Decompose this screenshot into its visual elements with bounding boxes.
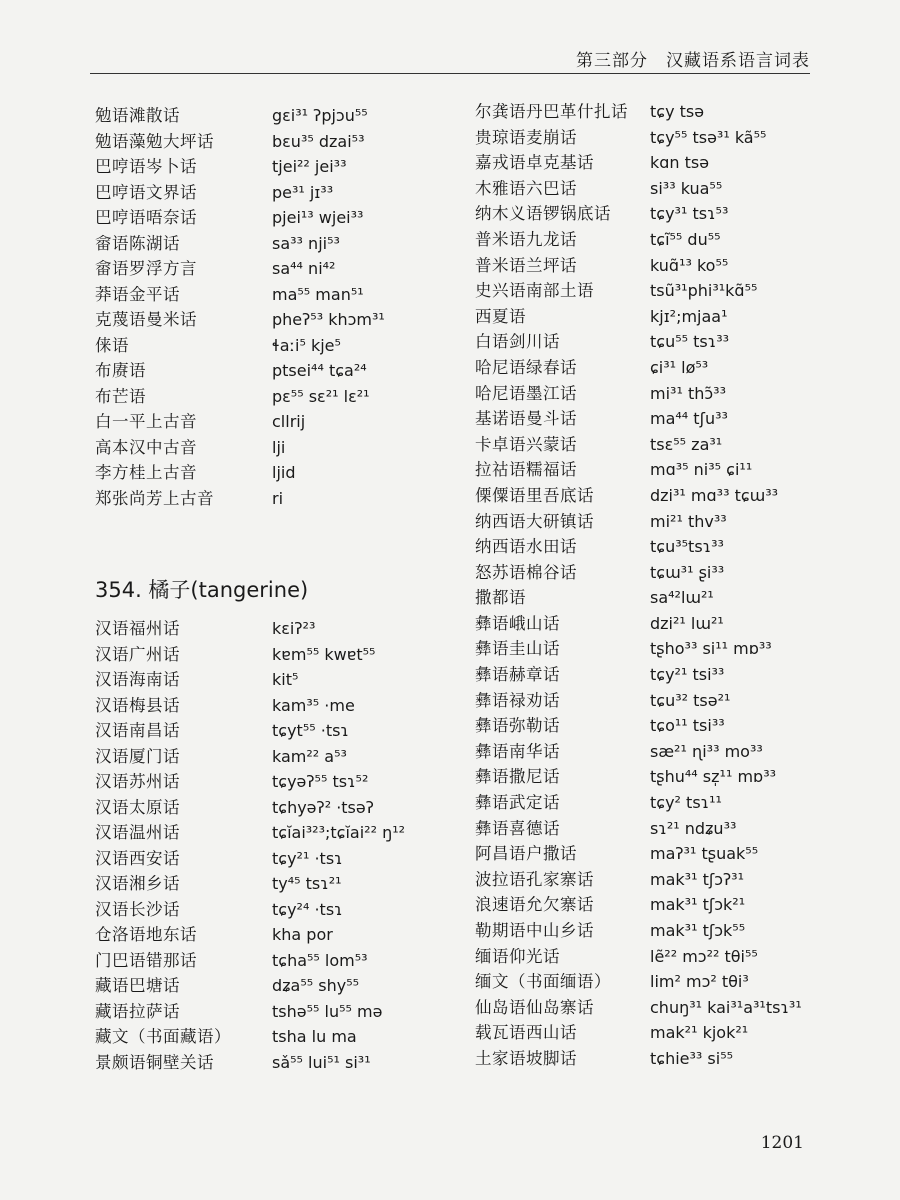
word-form: dzi²¹ lɯ²¹ (650, 613, 724, 633)
entry-row (95, 948, 465, 974)
word-form: kjɪ²;mjaa¹ (650, 306, 728, 326)
entry-row (95, 718, 465, 744)
language-name: 莽语金平话 (95, 284, 180, 304)
language-name: 西夏语 (475, 306, 526, 326)
header-rule (90, 73, 810, 74)
language-name: 浪速语允欠寨话 (475, 895, 594, 915)
language-name: 汉语广州话 (95, 644, 180, 664)
word-form: tʂho³³ si¹¹ mɒ³³ (650, 639, 772, 659)
language-name: 郑张尚芳上古音 (95, 488, 214, 508)
language-name: 汉语苏州话 (95, 772, 180, 791)
language-name: 巴哼语唔奈话 (95, 208, 197, 227)
language-name: 白语剑川话 (475, 332, 560, 352)
word-form: mi³¹ thɔ̃³³ (650, 383, 726, 403)
word-form: ɬaːi⁵ kje⁵ (272, 335, 341, 355)
language-name: 藏语拉萨话 (95, 1001, 180, 1021)
word-form: tɕy³¹ tsɿ⁵³ (650, 204, 729, 224)
entry-row (475, 944, 855, 970)
word-form: sæ²¹ ɳi³³ mo³³ (650, 741, 763, 761)
word-form: tɕo¹¹ tsi³³ (650, 716, 725, 736)
word-form: ljid (272, 463, 296, 482)
entry-row (475, 662, 855, 688)
language-name: 缅文（书面缅语） (475, 972, 611, 992)
entry-row (95, 999, 465, 1025)
page-number: 1201 (760, 1133, 804, 1153)
entry-row (475, 457, 855, 483)
language-name: 景颇语铜壁关话 (95, 1052, 214, 1072)
entry-row (475, 841, 855, 867)
word-form: tɕhie³³ si⁵⁵ (650, 1048, 734, 1068)
word-form: ty⁴⁵ tsɿ²¹ (272, 874, 342, 893)
entry-row (95, 333, 465, 359)
word-form: tɕyt⁵⁵ ·tsɿ (272, 721, 349, 740)
language-name: 木雅语六巴话 (475, 178, 577, 198)
word-form: sa³³ nji⁵³ (272, 233, 340, 253)
entry-row (95, 460, 465, 486)
entry-row (95, 1024, 465, 1050)
entry-row (475, 253, 855, 279)
word-form: kam³⁵ ·me (272, 695, 355, 715)
word-form: pɛ⁵⁵ sɛ²¹ lɛ²¹ (272, 386, 370, 406)
entry-row (475, 509, 855, 535)
word-form: tʂhu⁴⁴ sz̩¹¹ mɒ³³ (650, 767, 777, 787)
entry-row (475, 278, 855, 304)
word-form: tɕyəʔ⁵⁵ tsɿ⁵² (272, 772, 369, 791)
entry-row (95, 409, 465, 435)
word-form: tɕy²¹ ·tsɿ (272, 848, 343, 868)
section-heading: 354. 橘子(tangerine) (95, 578, 309, 602)
language-name: 白一平上古音 (95, 412, 197, 431)
entry-row (95, 307, 465, 333)
entry-row (95, 435, 465, 461)
language-name: 怒苏语棉谷话 (475, 562, 577, 582)
entry-row (475, 867, 855, 893)
entry-row (95, 897, 465, 923)
entry-row (95, 642, 465, 668)
language-name: 汉语梅县话 (95, 695, 180, 715)
language-name: 缅语仰光话 (475, 946, 560, 966)
entry-row (475, 176, 855, 202)
word-form: mɑ³⁵ ni³⁵ ɕi¹¹ (650, 460, 753, 480)
language-name: 李方桂上古音 (95, 463, 197, 482)
entry-row (475, 329, 855, 355)
word-form: pheʔ⁵³ khɔm³¹ (272, 310, 385, 329)
language-name: 拉祜语糯福话 (475, 460, 577, 480)
language-name: 彝语赫章话 (475, 665, 560, 685)
entry-row (475, 560, 855, 586)
language-name: 彝语弥勒话 (475, 716, 560, 736)
entry-row (95, 358, 465, 384)
language-name: 汉语厦门话 (95, 746, 180, 766)
language-name: 畲语罗浮方言 (95, 259, 197, 278)
entry-row (95, 616, 465, 642)
language-name: 俫语 (95, 335, 129, 355)
language-name: 傈僳语里吾底话 (475, 485, 594, 505)
word-form: tɕy²¹ tsi³³ (650, 665, 725, 685)
entry-row (475, 483, 855, 509)
word-form: kha por (272, 925, 333, 944)
word-form: pjei¹³ wjei³³ (272, 208, 364, 227)
entry-row (475, 790, 855, 816)
language-name: 贵琼语麦崩话 (475, 127, 577, 147)
entry-row (475, 611, 855, 637)
word-form: lẽ²² mɔ²² tθi⁵⁵ (650, 946, 758, 966)
entry-row (475, 739, 855, 765)
entry-row (475, 355, 855, 381)
language-name: 哈尼语墨江话 (475, 383, 577, 403)
language-name: 藏文（书面藏语） (95, 1027, 231, 1046)
language-name: 布芒语 (95, 386, 146, 406)
entry-row (475, 969, 855, 995)
entry-row (95, 693, 465, 719)
language-name: 汉语西安话 (95, 848, 180, 868)
word-form: si³³ kua⁵⁵ (650, 178, 723, 198)
word-form: tɕy tsə (650, 102, 705, 121)
entry-row (95, 922, 465, 948)
entry-row (475, 150, 855, 176)
word-form: sǎ⁵⁵ lui⁵¹ si³¹ (272, 1052, 371, 1072)
entry-row (475, 585, 855, 611)
word-form: tɕy⁵⁵ tsə³¹ kã⁵⁵ (650, 127, 767, 147)
language-name: 嘉戎语卓克基话 (475, 153, 594, 173)
language-name: 汉语南昌话 (95, 721, 180, 740)
word-form: bɛu³⁵ dzai⁵³ (272, 131, 365, 151)
word-form: sa⁴⁴ ni⁴² (272, 259, 336, 278)
language-name: 畲语陈湖话 (95, 233, 180, 253)
word-form: tsɛ⁵⁵ za³¹ (650, 434, 723, 454)
language-name: 尔龚语丹巴革什扎话 (475, 102, 628, 121)
word-form: tjei²² jei³³ (272, 157, 347, 176)
word-form: kɛiʔ²³ (272, 619, 316, 638)
entry-row (475, 995, 855, 1021)
entry-row (95, 384, 465, 410)
entry-row (95, 231, 465, 257)
entry-row (95, 820, 465, 846)
language-name: 克蔑语曼米话 (95, 310, 197, 329)
word-form: ɕi³¹ lø⁵³ (650, 357, 709, 377)
running-header-title: 第三部分 汉藏语系语言词表 (576, 51, 810, 71)
entry-row (475, 764, 855, 790)
language-name: 汉语长沙话 (95, 899, 180, 919)
language-name: 布赓语 (95, 361, 146, 380)
word-form: mak²¹ kjok²¹ (650, 1023, 749, 1043)
language-name: 彝语撒尼话 (475, 767, 560, 787)
word-form: tɕɯ³¹ ʂi³³ (650, 562, 725, 582)
entry-row (95, 282, 465, 308)
word-form: tɕĭai³²³;tɕĭai²² ŋ¹² (272, 823, 406, 842)
language-name: 纳木义语锣锅底话 (475, 204, 611, 224)
word-form: kit⁵ (272, 670, 299, 689)
word-form: tɕy²⁴ ·tsɿ (272, 899, 343, 919)
word-form: tɕu³² tsə²¹ (650, 690, 731, 710)
language-name: 勉语藻勉大坪话 (95, 131, 214, 151)
entry-row (95, 103, 465, 129)
entry-row (95, 769, 465, 795)
language-name: 巴哼语岑卜话 (95, 157, 197, 176)
left-column-bottom (95, 616, 465, 1075)
word-form: sɿ²¹ ndʑu³³ (650, 818, 737, 838)
word-form: tɕhyəʔ² ·tsəʔ (272, 797, 374, 817)
language-name: 彝语喜德话 (475, 818, 560, 838)
entry-row (95, 973, 465, 999)
language-name: 高本汉中古音 (95, 437, 197, 457)
language-name: 汉语温州话 (95, 823, 180, 842)
entry-row (95, 154, 465, 180)
language-name: 史兴语南部土语 (475, 281, 594, 301)
language-name: 哈尼语绿春话 (475, 357, 577, 377)
language-name: 勒期语中山乡话 (475, 921, 594, 940)
entry-row (475, 713, 855, 739)
entry-row (95, 795, 465, 821)
word-form: lji (272, 437, 286, 457)
entry-row (475, 99, 855, 125)
language-name: 普米语兰坪话 (475, 255, 577, 275)
language-name: 载瓦语西山话 (475, 1023, 577, 1043)
word-form: mak³¹ tʃɔk²¹ (650, 895, 746, 915)
language-name: 彝语武定话 (475, 793, 560, 813)
language-name: 藏语巴塘话 (95, 976, 180, 995)
word-form: kɑn tsə (650, 153, 710, 173)
word-form: kuɑ̃¹³ ko⁵⁵ (650, 255, 729, 275)
language-name: 波拉语孔家寨话 (475, 869, 594, 889)
language-name: 彝语峨山话 (475, 613, 560, 633)
word-form: kɐm⁵⁵ kwɐt⁵⁵ (272, 644, 376, 664)
word-form: tsũ³¹phi³¹kɑ̃⁵⁵ (650, 281, 758, 301)
entry-row (475, 304, 855, 330)
entry-row (475, 227, 855, 253)
word-form: ma⁴⁴ tʃu³³ (650, 409, 728, 429)
language-name: 卡卓语兴蒙话 (475, 434, 577, 454)
word-form: ri (272, 488, 284, 508)
language-name: 汉语福州话 (95, 619, 180, 638)
language-name: 仓洛语地东话 (95, 925, 197, 944)
language-name: 彝语禄劝话 (475, 690, 560, 710)
language-name: 门巴语错那话 (95, 950, 197, 970)
entry-row (95, 256, 465, 282)
entry-row (475, 406, 855, 432)
entry-row (95, 129, 465, 155)
word-form: maʔ³¹ tʂuak⁵⁵ (650, 844, 759, 864)
word-form: tɕu³⁵tsɿ³³ (650, 537, 724, 557)
word-form: mak³¹ tʃɔʔ³¹ (650, 869, 744, 889)
word-form: dzi³¹ mɑ³³ tɕɯ³³ (650, 485, 779, 505)
entry-row (95, 1050, 465, 1076)
word-form: dʑa⁵⁵ shy⁵⁵ (272, 976, 360, 995)
entry-row (95, 180, 465, 206)
entry-row (475, 816, 855, 842)
entry-row (475, 125, 855, 151)
word-form: tshə⁵⁵ lu⁵⁵ mə (272, 1001, 383, 1021)
language-name: 彝语圭山话 (475, 639, 560, 659)
word-form: pe³¹ jɪ³³ (272, 182, 334, 202)
word-form: gɛi³¹ ʔpjɔu⁵⁵ (272, 106, 368, 125)
word-form: kam²² a⁵³ (272, 746, 347, 766)
word-form: chuŋ³¹ kai³¹a³¹tsɿ³¹ (650, 997, 802, 1017)
language-name: 汉语湘乡话 (95, 874, 180, 893)
entry-row (475, 636, 855, 662)
entry-row (95, 744, 465, 770)
word-form: tsha lu ma (272, 1027, 357, 1046)
word-form: sa⁴²lɯ²¹ (650, 588, 714, 608)
word-form: ma⁵⁵ man⁵¹ (272, 284, 364, 304)
word-form: tɕĩ⁵⁵ du⁵⁵ (650, 229, 721, 249)
entry-row (95, 846, 465, 872)
language-name: 纳西语大研镇话 (475, 511, 594, 531)
left-column-top (95, 103, 465, 511)
word-form: cllrij (272, 412, 306, 431)
entry-row (95, 667, 465, 693)
language-name: 勉语滩散话 (95, 106, 180, 125)
entry-row (95, 486, 465, 512)
language-name: 撒都语 (475, 588, 526, 608)
language-name: 阿昌语户撒话 (475, 844, 577, 864)
entry-row (95, 871, 465, 897)
entry-row (475, 892, 855, 918)
word-form: tɕha⁵⁵ lom⁵³ (272, 950, 368, 970)
language-name: 汉语海南话 (95, 670, 180, 689)
language-name: 彝语南华话 (475, 741, 560, 761)
word-form: mak³¹ tʃɔk⁵⁵ (650, 921, 746, 940)
entry-row (475, 1046, 855, 1072)
language-name: 基诺语曼斗话 (475, 409, 577, 429)
entry-row (475, 918, 855, 944)
entry-row (475, 432, 855, 458)
entry-row (475, 201, 855, 227)
word-form: lim² mɔ² tθi³ (650, 972, 749, 992)
entry-row (95, 205, 465, 231)
language-name: 普米语九龙话 (475, 229, 577, 249)
language-name: 汉语太原话 (95, 797, 180, 817)
language-name: 土家语坡脚话 (475, 1048, 577, 1068)
language-name: 巴哼语文界话 (95, 182, 197, 202)
word-form: tɕy² tsɿ¹¹ (650, 793, 722, 813)
language-name: 仙岛语仙岛寨话 (475, 997, 594, 1017)
running-header (90, 46, 810, 74)
word-form: mi²¹ thv³³ (650, 511, 727, 531)
word-form: ptsei⁴⁴ tɕa²⁴ (272, 361, 367, 380)
entry-row (475, 688, 855, 714)
entry-row (475, 1020, 855, 1046)
entry-row (475, 534, 855, 560)
entry-row (475, 381, 855, 407)
right-column (475, 99, 855, 1072)
word-form: tɕu⁵⁵ tsɿ³³ (650, 332, 730, 352)
language-name: 纳西语水田话 (475, 537, 577, 557)
